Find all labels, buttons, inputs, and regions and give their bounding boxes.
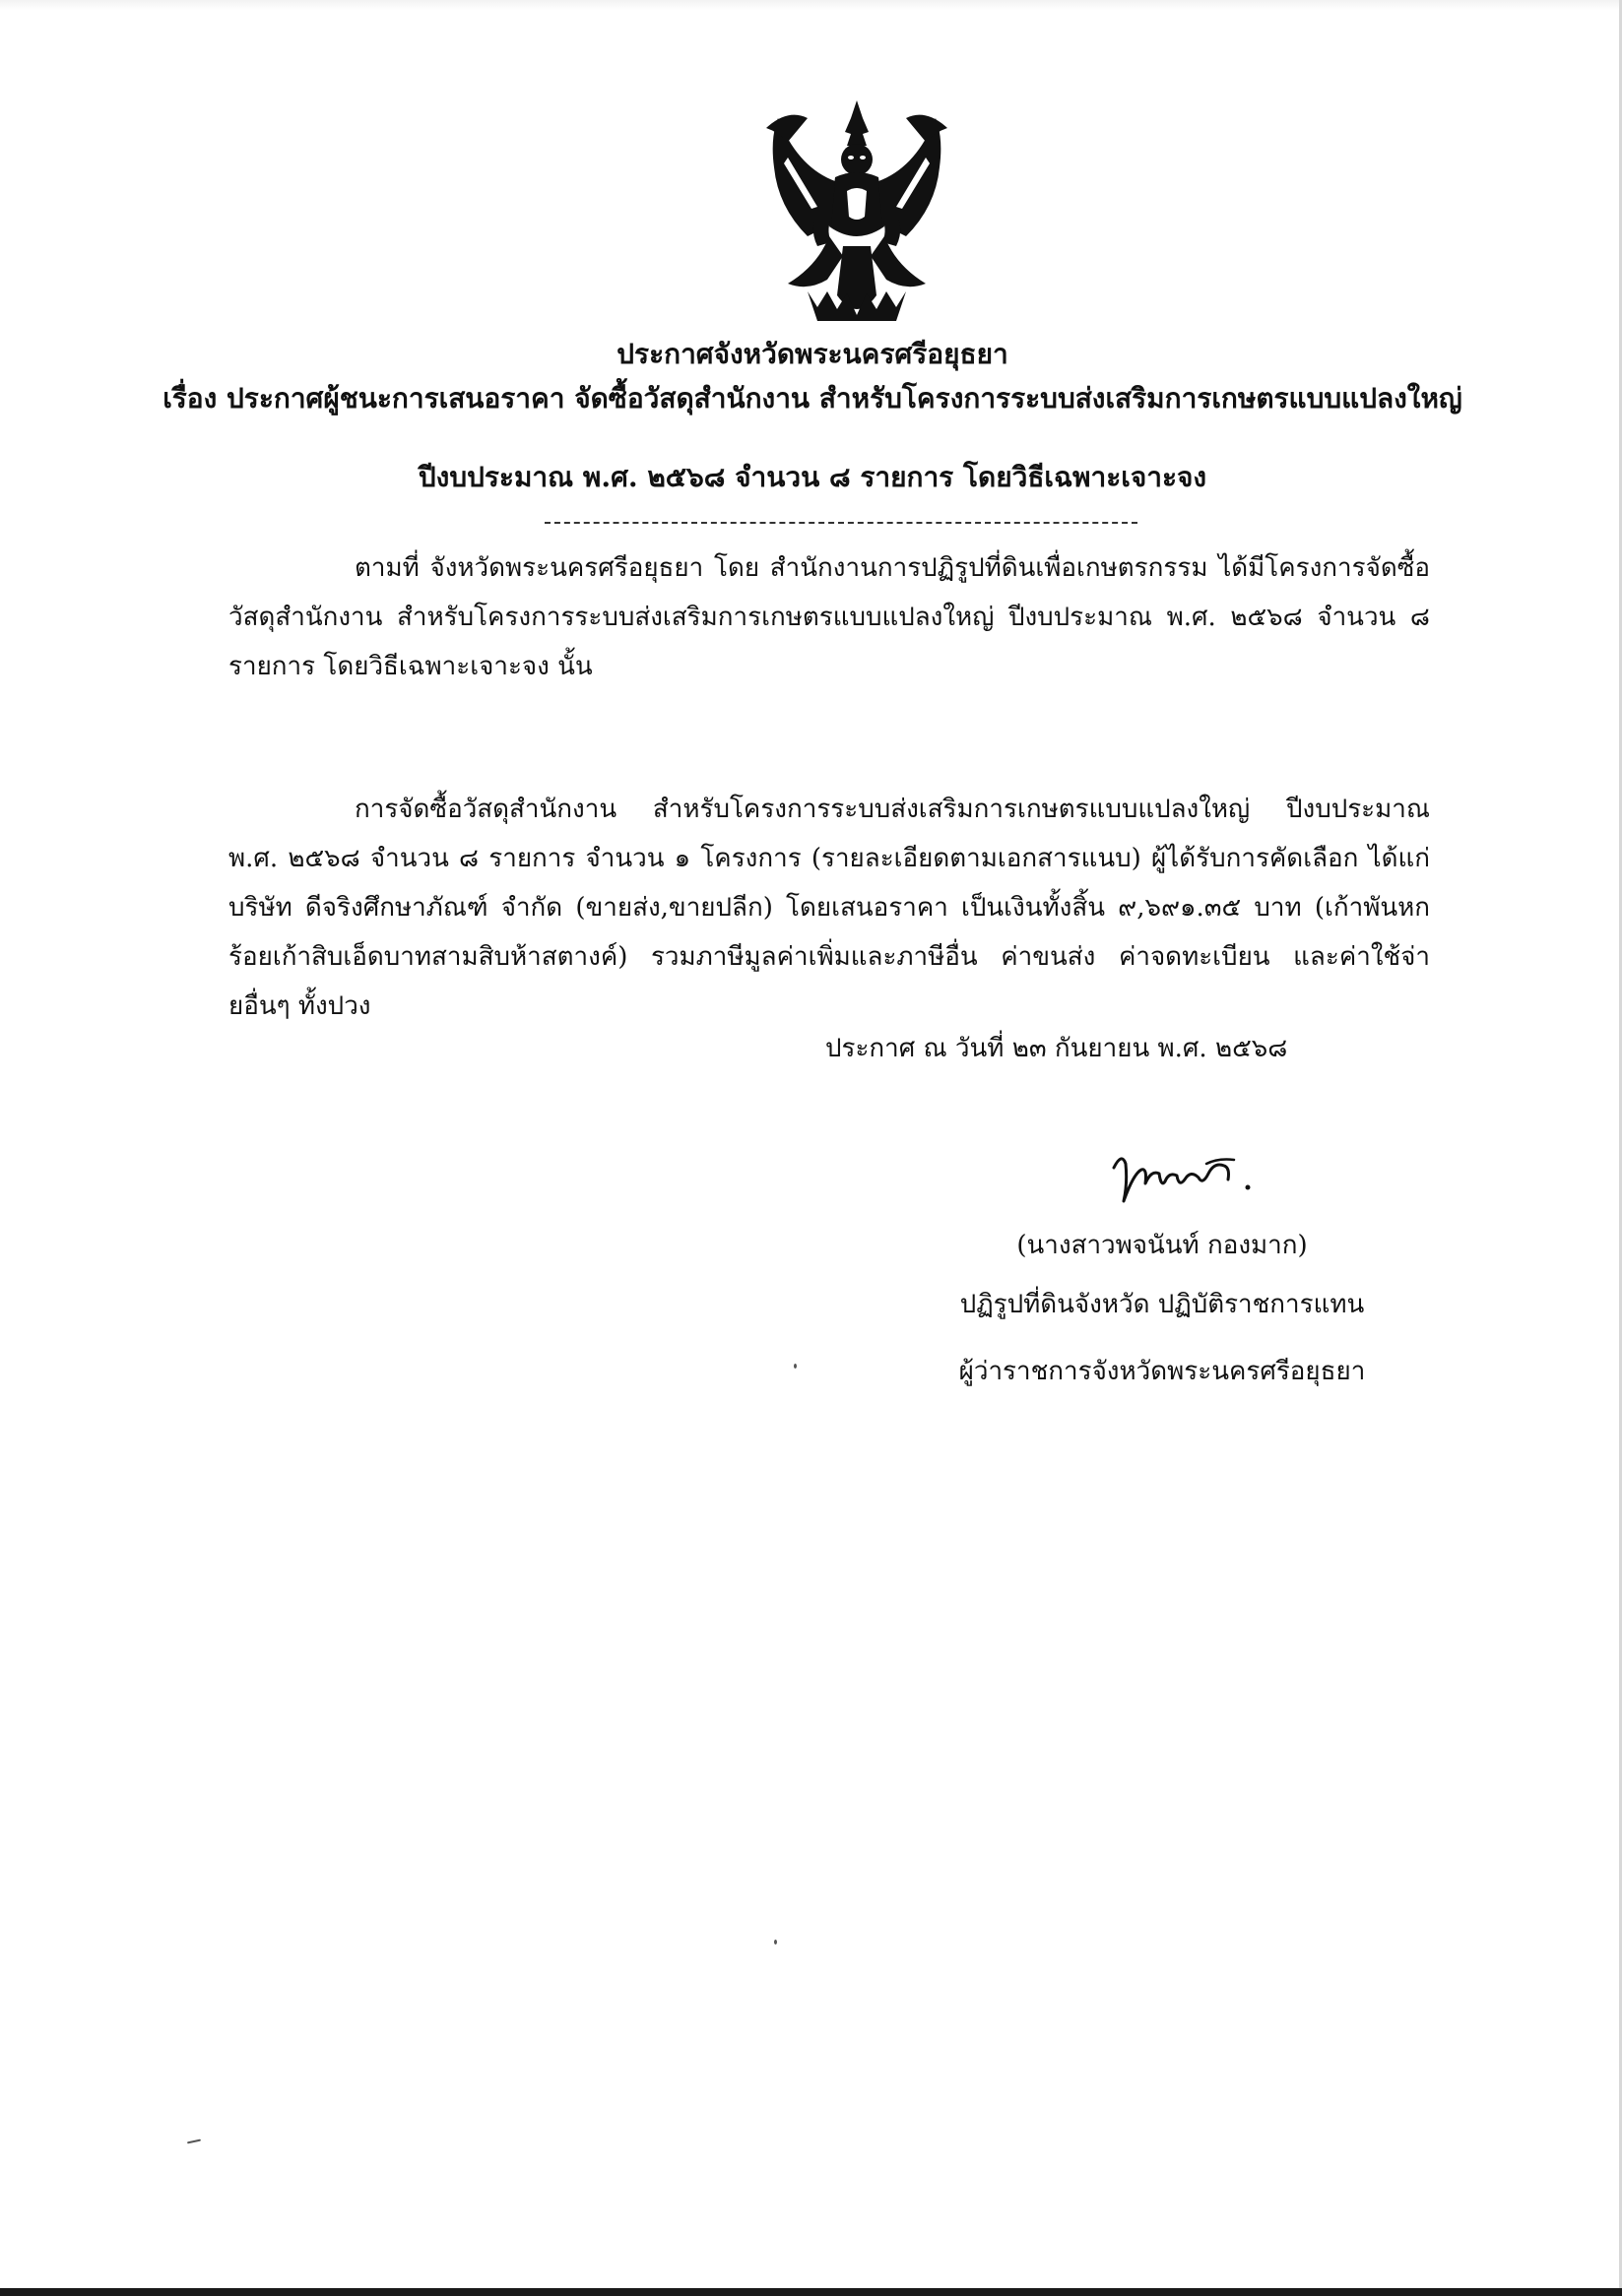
scan-top-edge <box>0 0 1622 10</box>
body-paragraph-2: การจัดซื้อวัสดุสำนักงาน สำหรับโครงการระบบส่งเสริมการเกษตรแบบแปลงใหญ่ ปีงบประมาณ พ.ศ. ๒๕๖๘ จำนวน ๘ รายการ จำนวน ๑ โครงการ (รายละเอียดตามเอกสารแนบ) ผู้ได้รับการคัดเลือก ได้แก่ บริษัท ดีจริงศึกษาภัณฑ์ จำกัด (ขายส่ง,ขายปลีก) โดยเสนอราคา เป็นเงินทั้งสิ้น ๙,๖๙๑.๓๕ บาท (เก้าพันหกร้อยเก้าสิบเอ็ดบาทสามสิบห้าสตางค์) รวมภาษีมูลค่าเพิ่มและภาษีอื่น ค่าขนส่ง ค่าจดทะเบียน และค่าใช้จ่ายอื่นๆ ทั้งปวง <box>228 795 1430 1021</box>
scan-speck <box>187 2139 201 2144</box>
signatory-position-line-2: ผู้ว่าราชการจังหวัดพระนครศรีอยุธยา <box>958 1357 1366 1386</box>
scan-bottom-edge <box>0 2288 1622 2296</box>
announcement-date: ประกาศ ณ วันที่ ๒๓ กันยายน พ.ศ. ๒๕๖๘ <box>825 1034 1288 1063</box>
signatory-position-line-1: ปฏิรูปที่ดินจังหวัด ปฏิบัติราชการแทน <box>959 1290 1365 1319</box>
signatory-name: (นางสาวพจนันท์ กองมาก) <box>1016 1231 1308 1260</box>
subject-line-1: เรื่อง ประกาศผู้ชนะการเสนอราคา จัดซื้อวัสดุสำนักงาน สำหรับโครงการระบบส่งเสริมการเกษตรแบบแปลงใหญ่ <box>162 382 1462 415</box>
body-paragraph-1: ตามที่ จังหวัดพระนครศรีอยุธยา โดย สำนักงานการปฏิรูปที่ดินเพื่อเกษตรกรรม ได้มีโครงการจัดซื้อวัสดุสำนักงาน สำหรับโครงการระบบส่งเสริมการเกษตรแบบแปลงใหญ่ ปีงบประมาณ พ.ศ. ๒๕๖๘ จำนวน ๘ รายการ โดยวิธีเฉพาะเจาะจง นั้น <box>228 553 1430 681</box>
document-title: ประกาศจังหวัดพระนครศรีอยุธยา <box>616 338 1008 370</box>
separator-line <box>545 522 1137 524</box>
scan-speck <box>794 1364 797 1369</box>
handwritten-signature <box>1108 1144 1265 1213</box>
scan-speck <box>774 1940 777 1945</box>
subject-line-2: ปีงบประมาณ พ.ศ. ๒๕๖๘ จำนวน ๘ รายการ โดยวิธีเฉพาะเจาะจง <box>418 461 1207 493</box>
garuda-emblem-icon <box>748 98 965 325</box>
